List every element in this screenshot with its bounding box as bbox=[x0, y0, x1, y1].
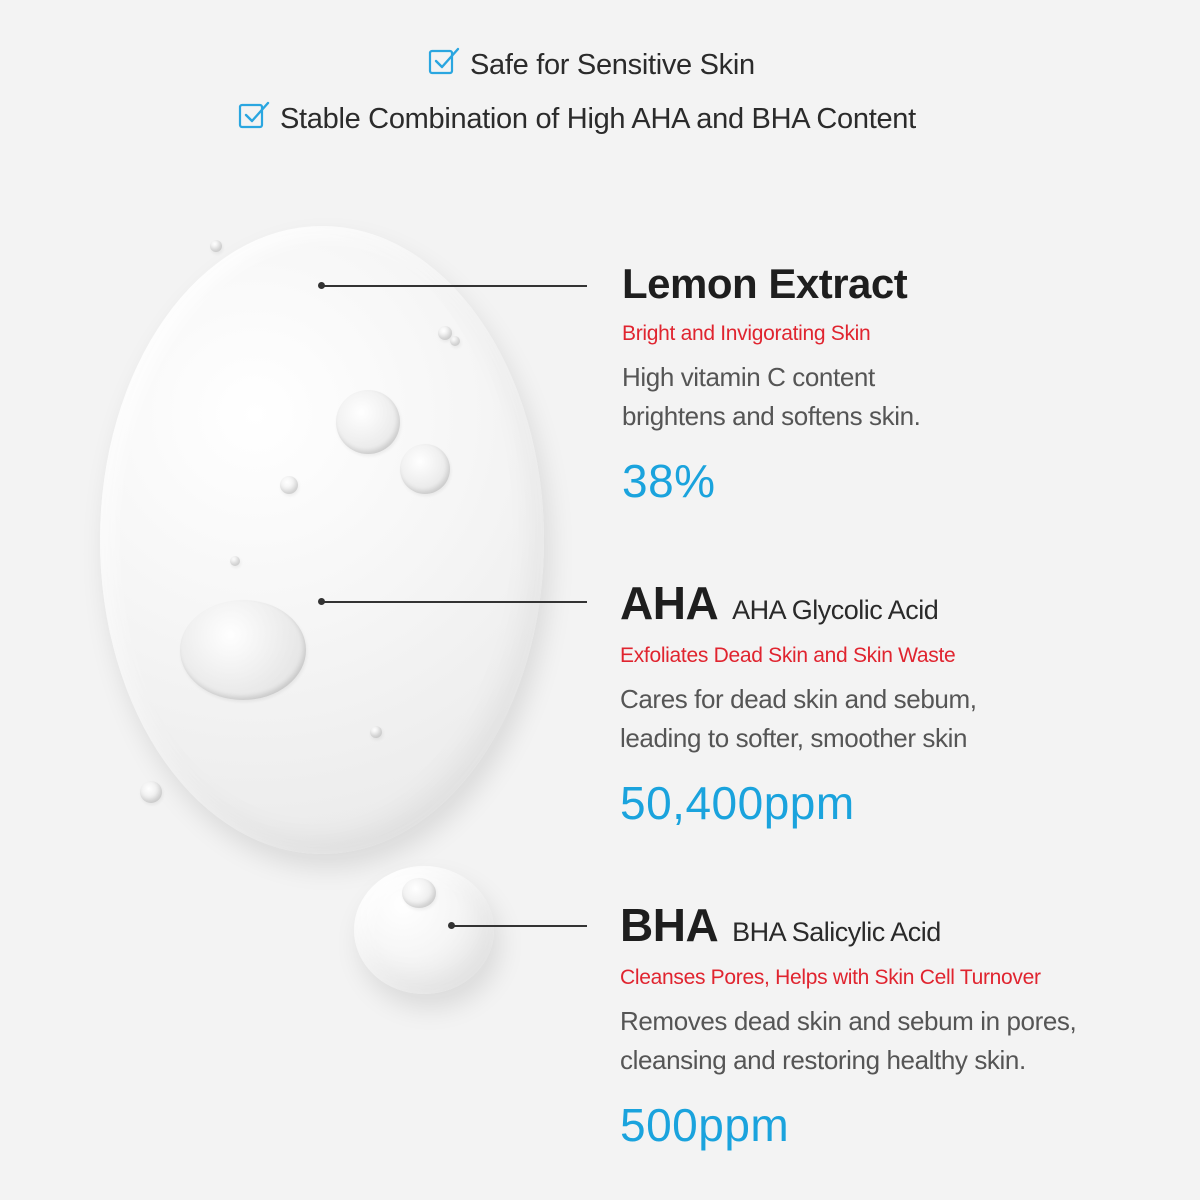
checkbox-check-icon bbox=[428, 46, 460, 84]
bubble bbox=[230, 556, 240, 566]
ingredient-description bbox=[620, 1002, 1076, 1080]
check-item-aha-bha bbox=[238, 100, 916, 138]
ingredient-description bbox=[622, 358, 921, 436]
ingredient-aha bbox=[620, 576, 977, 830]
bubble bbox=[370, 726, 382, 738]
ingredient-tagline: Cleanses Pores, Helps with Skin Cell Turnover bbox=[620, 966, 1041, 989]
gel-drop-large-image bbox=[100, 226, 544, 854]
bubble bbox=[400, 444, 450, 494]
check-item-sensitive-skin bbox=[428, 46, 755, 84]
description-line: Cares for dead skin and sebum, bbox=[620, 684, 977, 714]
ingredient-title bbox=[620, 898, 1076, 952]
leader-line-lemon bbox=[322, 285, 587, 287]
bubble bbox=[210, 240, 222, 252]
bubble bbox=[140, 781, 162, 803]
ingredient-name: AHA bbox=[620, 577, 719, 629]
ingredient-subtitle: AHA Glycolic Acid bbox=[732, 595, 939, 625]
bubble bbox=[336, 390, 400, 454]
check-item-label: Stable Combination of High AHA and BHA Content bbox=[280, 102, 916, 135]
ingredient-lemon bbox=[622, 260, 921, 508]
ingredient-name: Lemon Extract bbox=[622, 260, 908, 307]
ingredient-tagline: Exfoliates Dead Skin and Skin Waste bbox=[620, 644, 956, 667]
ingredient-bha bbox=[620, 898, 1076, 1152]
ingredient-amount: 500ppm bbox=[620, 1099, 790, 1151]
ingredient-title bbox=[620, 576, 977, 630]
description-line: High vitamin C content bbox=[622, 362, 875, 392]
ingredient-name: BHA bbox=[620, 899, 719, 951]
gel-drop-small-image bbox=[354, 866, 494, 994]
ingredient-amount: 38% bbox=[622, 455, 716, 507]
ingredient-title bbox=[622, 260, 921, 308]
check-item-label: Safe for Sensitive Skin bbox=[470, 48, 755, 81]
leader-line-bha bbox=[452, 925, 587, 927]
description-line: cleansing and restoring healthy skin. bbox=[620, 1045, 1026, 1075]
bubble bbox=[180, 600, 306, 700]
bubble bbox=[450, 336, 460, 346]
description-line: leading to softer, smoother skin bbox=[620, 723, 968, 753]
ingredient-tagline: Bright and Invigorating Skin bbox=[622, 322, 871, 345]
leader-line-aha bbox=[322, 601, 587, 603]
bubble bbox=[280, 476, 298, 494]
description-line: Removes dead skin and sebum in pores, bbox=[620, 1006, 1077, 1036]
checkbox-check-icon bbox=[238, 100, 270, 138]
ingredient-amount: 50,400ppm bbox=[620, 777, 855, 829]
bubble bbox=[402, 878, 436, 908]
ingredient-description bbox=[620, 680, 977, 758]
description-line: brightens and softens skin. bbox=[622, 401, 921, 431]
ingredient-subtitle: BHA Salicylic Acid bbox=[732, 917, 941, 947]
